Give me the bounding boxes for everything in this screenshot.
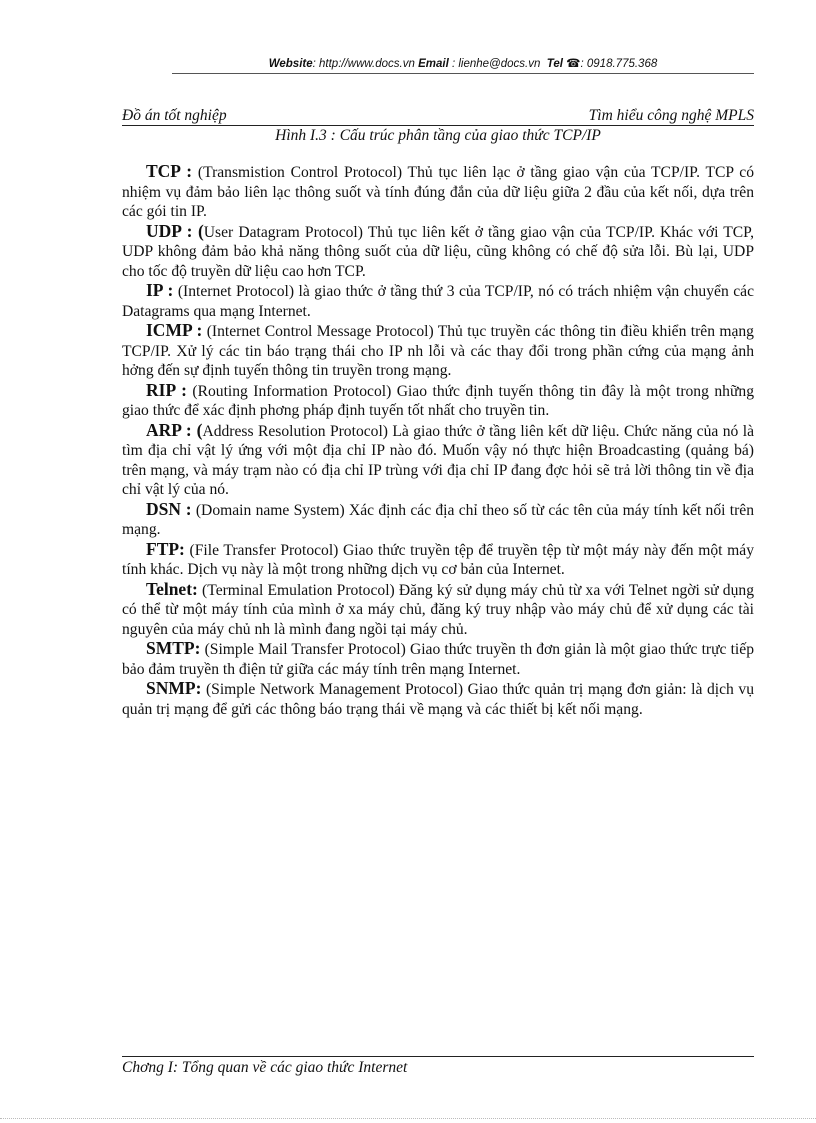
paragraph-icmp bbox=[122, 321, 754, 381]
term: SMTP: bbox=[146, 638, 201, 658]
paragraph-text: (Transmistion Control Protocol) Thủ tục liên lạc ở tầng giao vận của TCP/IP. TCP có nhiệm vụ đảm bảo liên lạc thông suốt và tính đúng đắn của dữ liệu giữa 2 đầu của kết nối, dựa trên các gói tin IP. bbox=[122, 164, 755, 220]
paragraph-rip bbox=[122, 381, 754, 421]
term: TCP : bbox=[146, 161, 193, 181]
paragraph-smtp bbox=[122, 639, 754, 679]
term: FTP: bbox=[146, 538, 185, 559]
paragraph-dsn bbox=[122, 500, 754, 540]
figure-caption: Hình I.3 : Cấu trúc phân tầng của giao thức TCP/IP bbox=[275, 127, 601, 144]
email-address[interactable]: : lienhe@docs.vn bbox=[448, 58, 541, 70]
paragraph-text: (Simple Mail Transfer Protocol) Giao thức truyền th đơn giản là một giao thức trực tiếp bảo đảm truyền th điện tử giữa các máy tính trên mạng Internet. bbox=[122, 641, 754, 678]
term: UDP : ( bbox=[146, 220, 204, 241]
website-divider bbox=[172, 73, 754, 74]
page-header bbox=[122, 107, 754, 127]
tel-label: Tel bbox=[546, 58, 563, 70]
term: IP : bbox=[146, 280, 174, 300]
website-url[interactable]: : http://www.docs.vn bbox=[312, 58, 415, 70]
paragraph-text: (File Transfer Protocol) Giao thức truyền tệp để truyền tệp từ một máy này đến một máy tính khác. Dịch vụ này là một trong những dịch vụ cơ bản của Internet. bbox=[122, 541, 754, 578]
term: RIP : bbox=[146, 379, 187, 400]
paragraph-udp bbox=[122, 222, 754, 282]
footer-divider bbox=[122, 1056, 754, 1057]
phone-icon: ☎ bbox=[566, 58, 581, 70]
document-body bbox=[122, 162, 754, 719]
page-footer: Chơng I: Tổng quan về các giao thức Internet bbox=[122, 1059, 408, 1076]
header-left-title: Đồ án tốt nghiệp bbox=[122, 107, 227, 124]
paragraph-snmp bbox=[122, 679, 754, 719]
term: ARP : ( bbox=[146, 419, 203, 440]
term: DSN : bbox=[146, 498, 192, 519]
paragraph-ip bbox=[122, 281, 754, 321]
header-divider bbox=[122, 125, 754, 126]
email-label: Email bbox=[418, 58, 449, 70]
paragraph-telnet bbox=[122, 580, 754, 640]
page-bottom-border bbox=[0, 1118, 816, 1119]
term: ICMP : bbox=[146, 320, 203, 340]
website-label: Website bbox=[268, 58, 313, 70]
paragraph-text: (Routing Information Protocol) Giao thức định tuyến thông tin đây là một trong những giao thức để xác định phơng pháp định tuyến tốt nhất cho truyền tin. bbox=[122, 382, 754, 419]
tel-number: : 0918.775.368 bbox=[580, 58, 658, 70]
paragraph-text: (Domain name System) Xác định các địa chỉ theo số từ các tên của máy tính kết nối trên mạng. bbox=[122, 501, 754, 538]
paragraph-arp bbox=[122, 421, 754, 500]
paragraph-text: (Internet Control Message Protocol) Thủ tục truyền các thông tin điều khiển trên mạng TCP/IP. Xử lý các tin báo trạng thái cho IP nh lỗi và các thay đổi trong phần cứng của mạng ảnh hởng đến sự định tuyến thông tin truyền trong mạng. bbox=[122, 323, 754, 379]
website-contact-bar bbox=[172, 56, 754, 70]
paragraph-ftp bbox=[122, 540, 754, 580]
paragraph-text: (Simple Network Management Protocol) Giao thức quản trị mạng đơn giản: là dịch vụ quản trị mạng để gửi các thông báo trạng thái về mạng và các thiết bị kết nối mạng. bbox=[122, 681, 754, 718]
paragraph-tcp bbox=[122, 162, 754, 222]
term: Telnet: bbox=[146, 578, 198, 599]
paragraph-text: (Internet Protocol) là giao thức ở tầng thứ 3 của TCP/IP, nó có trách nhiệm vận chuyển các Datagrams qua mạng Internet. bbox=[122, 283, 754, 320]
paragraph-text: User Datagram Protocol) Thủ tục liên kết ở tầng giao vận của TCP/IP. Khác với TCP, UDP không đảm bảo khả năng thông suốt của dữ liệu, cũng không có chế độ sửa lỗi. Bù lại, UDP cho tốc độ truyền dữ liệu cao hơn TCP. bbox=[122, 223, 755, 280]
paragraph-text: (Terminal Emulation Protocol) Đăng ký sử dụng máy chủ từ xa với Telnet ngời sử dụng có thể từ một máy tính của mình ở xa máy chủ, đăng ký truy nhập vào máy chủ để xử dụng các tài nguyên của máy chủ nh là mình đang ngồi tại máy chủ. bbox=[122, 581, 754, 638]
paragraph-text: Address Resolution Protocol) Là giao thức ở tầng liên kết dữ liệu. Chức năng của nó là tìm địa chỉ vật lý ứng với một địa chỉ IP nào đó. Muốn vậy nó thực hiện Broadcasting (quảng bá) trên mạng, và máy trạm nào có địa chỉ IP trùng với địa chỉ IP đang đợc hỏi sẽ trả lời thông tin về địa chỉ vật lý của nó. bbox=[122, 422, 754, 498]
header-right-title: Tìm hiểu công nghệ MPLS bbox=[588, 107, 754, 124]
term: SNMP: bbox=[146, 678, 202, 698]
